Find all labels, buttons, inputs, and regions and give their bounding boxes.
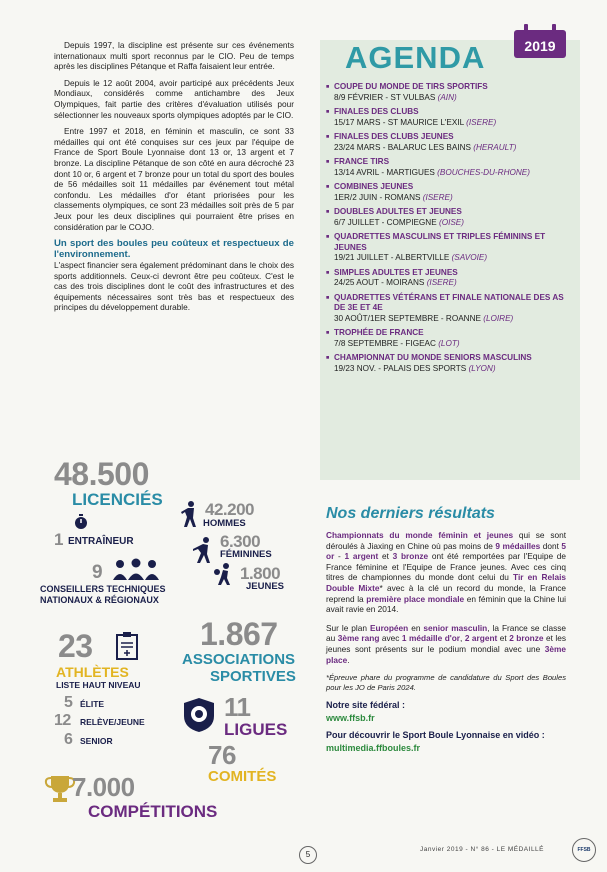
results-note: *Épreuve phare du programme de candidature du Sport des Boules pour les JO de Paris 2024. [326, 673, 566, 692]
agenda-event-date-text: 7/8 SEPTEMBRE - FIGEAC [334, 338, 436, 348]
agenda-event-date [326, 168, 566, 179]
agenda-event-title: ■ SIMPLES ADULTES ET JEUNES [326, 268, 566, 279]
entraineur-number: 1 [54, 530, 63, 549]
group-icon [110, 558, 162, 582]
agenda-event-location: (ISERE) [466, 117, 497, 127]
elite-number: 5 [64, 694, 73, 711]
agenda-event-date-text: 6/7 JUILLET - COMPIEGNE [334, 217, 437, 227]
agenda-event-location: (HERAULT) [473, 142, 517, 152]
agenda-event-title: ■ DOUBLES ADULTES ET JEUNES [326, 207, 566, 218]
senior-number: 6 [64, 731, 73, 748]
clipboard-icon [116, 632, 138, 660]
hommes-number: 42.200 [205, 500, 254, 519]
agenda-event [326, 132, 566, 153]
comites-label: COMITÉS [208, 768, 277, 785]
calendar-icon [512, 24, 568, 60]
left-column [54, 40, 294, 319]
licencies-number: 48.500 [54, 456, 149, 492]
agenda-event-date [326, 118, 566, 129]
senior-label: SENIOR [80, 736, 113, 746]
young-player-icon [212, 562, 234, 586]
associations-label-2: SPORTIVES [210, 668, 296, 685]
results-links [326, 700, 566, 754]
agenda-event-date [326, 193, 566, 204]
agenda-event-location: (SAVOIE) [451, 253, 488, 262]
agenda-event-date [326, 278, 566, 289]
agenda-event-title: ■ QUADRETTES VÉTÉRANS ET FINALE NATIONALE DES AS DE 3E ET 4E [326, 293, 566, 314]
agenda-event [326, 207, 566, 228]
agenda-event [326, 353, 566, 374]
hommes-label: HOMMES [203, 518, 246, 529]
agenda-event-date-text: 19/23 NOV. - PALAIS DES SPORTS [334, 363, 467, 373]
agenda-event-location: (ISERE) [426, 278, 457, 287]
page-number: 5 [299, 846, 317, 864]
agenda-event-date [326, 339, 566, 350]
jeunes-number: 1.800 [240, 564, 281, 583]
agenda-event-location: (BOUCHES-DU-RHONE) [437, 167, 530, 177]
agenda-event-date-text: 19/21 JUILLET - ALBERTVILLE [334, 253, 450, 262]
agenda-title: AGENDA [345, 40, 486, 75]
athletes-number: 23 [58, 628, 93, 664]
agenda-event-date-text: 15/17 MARS - ST MAURICE L'EXIL [334, 117, 464, 127]
ffsb-logo: FFSB [572, 838, 596, 862]
ligues-number: 11 [224, 692, 251, 722]
agenda-event [326, 268, 566, 289]
jeunes-label: JEUNES [246, 581, 285, 592]
site-label: Notre site fédéral : [326, 699, 406, 710]
agenda-event-location: (LYON) [468, 363, 496, 373]
agenda-event-date-text: 23/24 MARS - BALARUC LES BAINS [334, 142, 471, 152]
agenda-event-location: (LOT) [438, 338, 460, 348]
agenda-event-date [326, 143, 566, 154]
agenda-event-location: (OISE) [438, 217, 464, 227]
feminines-number: 6.300 [220, 532, 261, 551]
feminines-label: FÉMININES [220, 549, 272, 560]
paragraph-3: Entre 1997 et 2018, en féminin et masculin, ce sont 33 médailles qui ont été conquises sur ces jeux par l'équipe de France de Sport Boule Lyonnaise dont 13 or, 13 argent et 7 bronze. La discipline Pétanque de son côté en aura décroché 23 dont 10 or, 6 argent et 7 bronze pour un total du sport des boules de 56 médailles soit 11 médailles par événement tout métal confondu. Les médailles d'or étant priorisées pour les classements olympiques, ce sont 23 médailles soit près de 5 par Jeux pour les deux disciplines qui pourraient être prises en considération par le COJO. [54, 126, 294, 232]
agenda-event-title: ■ FINALES DES CLUBS [326, 107, 566, 118]
agenda-event-date-text: 1ER/2 JUIN - ROMANS [334, 192, 421, 202]
stats-infographic [40, 456, 300, 836]
agenda-event [326, 107, 566, 128]
shield-crest-icon [180, 696, 218, 734]
licencies-label: LICENCIÉS [72, 490, 163, 509]
associations-number: 1.867 [200, 616, 278, 652]
agenda-event-title: ■ QUADRETTES MASCULINS ET TRIPLES FÉMININS ET JEUNES [326, 232, 566, 253]
agenda-year: 2019 [524, 38, 556, 54]
agenda-event-title: ■ COMBINES JEUNES [326, 182, 566, 193]
agenda-event-date [326, 218, 566, 229]
releve-number: 12 [54, 712, 71, 729]
results-title: Nos derniers résultats [326, 505, 495, 522]
agenda-event [326, 328, 566, 349]
agenda-event [326, 293, 566, 325]
agenda-event [326, 232, 566, 264]
stopwatch-icon [74, 514, 88, 530]
footer-text: Janvier 2019 - N° 86 - LE MÉDAILLÉ [420, 846, 545, 853]
associations-label-1: ASSOCIATIONS [182, 651, 296, 668]
agenda-event [326, 82, 566, 103]
athletes-label: ATHLÈTES [56, 664, 129, 680]
environment-text: L'aspect financier sera également prédominant dans le choix des sports additionnels. Ceux-ci devront être peu coûteux. C'est le cas des trois disciplines dont le coût des infrastructures et des équipements nécessaires sont très bas et respectueux des principes du développement durable. [54, 260, 294, 313]
elite-label: ÉLITE [80, 699, 105, 709]
female-player-icon [192, 536, 212, 564]
agenda-event-date-text: 13/14 AVRIL - MARTIGUES [334, 167, 435, 177]
agenda-event [326, 182, 566, 203]
agenda-event-date [326, 253, 566, 264]
agenda-event-title: ■ TROPHÉE DE FRANCE [326, 328, 566, 339]
video-label: Pour découvrir le Sport Boule Lyonnaise en vidéo : [326, 729, 545, 740]
conseillers-number: 9 [92, 562, 103, 583]
agenda-event-date-text: 30 AOÛT/1ER SEPTEMBRE - ROANNE [334, 313, 481, 323]
agenda-event-location: (AIN) [437, 92, 457, 102]
agenda-event-title: ■ CHAMPIONNAT DU MONDE SENIORS MASCULINS [326, 353, 566, 364]
paragraph-1: Depuis 1997, la discipline est présente sur ces événements internationaux multi sport reconnus par le CIO. Peu de temps après les disciplines Pétanque et Raffa faisaient leur entrée. [54, 40, 294, 72]
agenda-event-date [326, 93, 566, 104]
conseillers-label-2: NATIONAUX & RÉGIONAUX [40, 595, 159, 605]
paragraph-2: Depuis le 12 août 2004, avoir participé aux précédents Jeux Mondiaux, considérés comme antichambre des Jeux Olympiques, fait partie des critères d'évaluation utilisés pour sélectionner les nouveaux sports olympiques adoptés par le CIO. [54, 77, 294, 120]
agenda-event [326, 157, 566, 178]
environment-heading: Un sport des boules peu coûteux et respectueux de l'environnement. [54, 238, 294, 261]
agenda-event-date-text: 8/9 FÉVRIER - ST VULBAS [334, 92, 436, 102]
agenda-event-date [326, 364, 566, 375]
competitions-label: COMPÉTITIONS [88, 802, 218, 821]
ligues-label: LIGUES [224, 720, 288, 739]
comites-number: 76 [208, 740, 236, 770]
agenda-event-location: (ISERE) [422, 192, 453, 202]
results-paragraph-1: Championnats du monde féminin et jeunes qui se sont déroulés à Jiaxing en Chine où pas moins de 9 médailles dont 5 or - 1 argent et 3 bronze ont été remportées par l'Equipe de France féminine et l'Equipe de France jeunes. Avec ces cinq titres de championnes du monde dont celui du Tir en Relais Double Mixte* avec à la clé un record du monde, la France reprend la première place mondiale en féminin que la Chine lui avait ravie en 2014. [326, 530, 567, 615]
male-player-icon [180, 500, 198, 528]
conseillers-label-1: CONSEILLERS TECHNIQUES [40, 584, 166, 594]
agenda-event-title: ■ COUPE DU MONDE DE TIRS SPORTIFS [326, 82, 566, 93]
video-link[interactable]: multimedia.ffboules.fr [326, 742, 421, 753]
results-body [326, 530, 566, 756]
site-link[interactable]: www.ffsb.fr [326, 712, 375, 723]
entraineur-label: ENTRAÎNEUR [68, 536, 134, 547]
agenda-event-date-text: 24/25 AOUT - MOIRANS [334, 278, 425, 287]
competitions-number: 7.000 [72, 772, 135, 802]
agenda-event-date [326, 314, 566, 325]
agenda-event-location: (LOIRE) [483, 313, 514, 323]
agenda-list [326, 82, 566, 378]
agenda-event-title: ■ FRANCE TIRS [326, 157, 566, 168]
haut-niveau-label: LISTE HAUT NIVEAU [56, 680, 141, 690]
agenda-event-title: ■ FINALES DES CLUBS JEUNES [326, 132, 566, 143]
releve-label: RELÈVE/JEUNE [80, 717, 145, 727]
results-paragraph-2: Sur le plan Européen en senior masculin, la France se classe au 3ème rang avec 1 médaille d'or, 2 argent et 2 bronze et les jeunes sont présents sur le podium mondial avec une 3ème place. [326, 622, 566, 665]
